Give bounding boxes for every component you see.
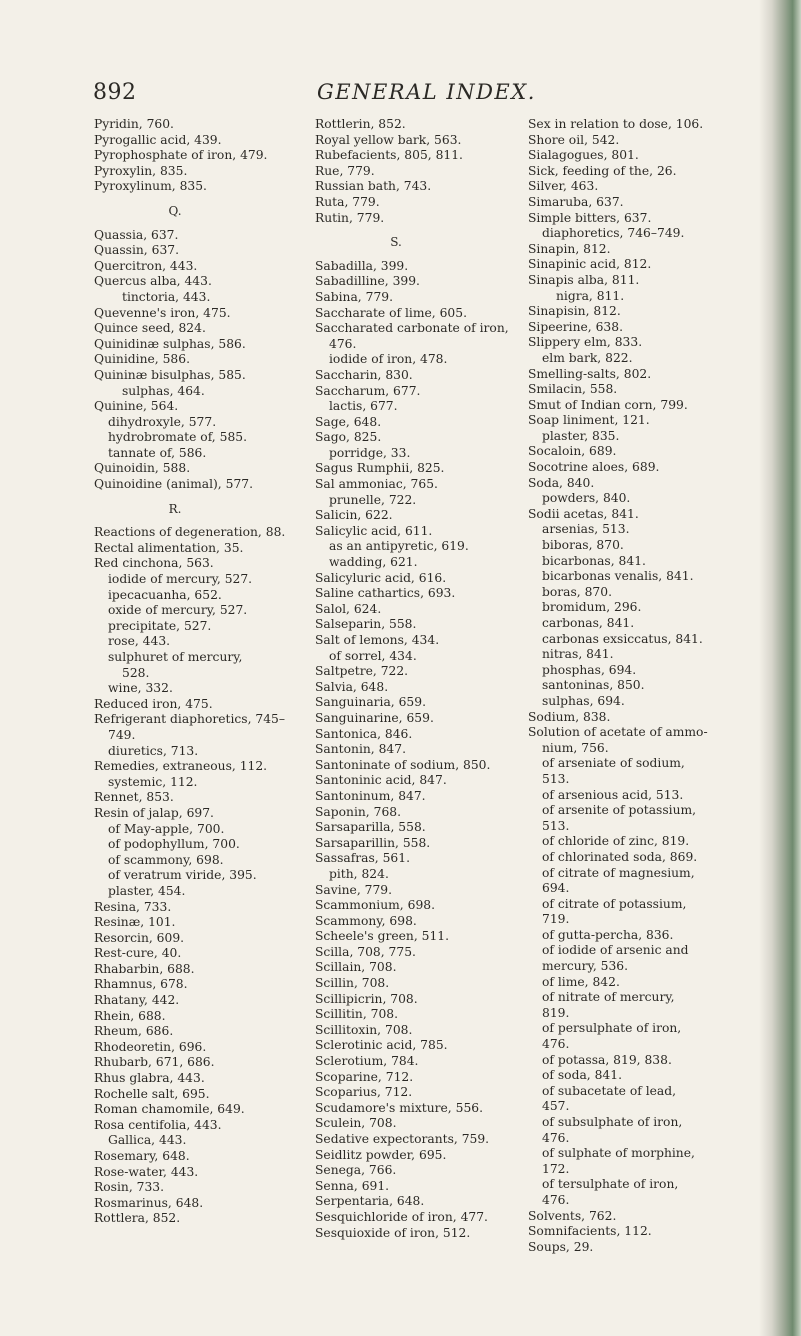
index-entry: Sculein, 708. — [315, 1116, 397, 1131]
index-entry: Socaloin, 689. — [528, 444, 617, 459]
index-entry: tannate of, 586. — [108, 445, 207, 460]
index-column-1 — [94, 117, 312, 1227]
index-entry: Sick, feeding of the, 26. — [528, 163, 677, 178]
index-entry: lactis, 677. — [329, 399, 398, 414]
section-letter: Q. — [168, 203, 182, 218]
index-entry: Scillipicrin, 708. — [315, 991, 418, 1006]
index-entry: Sanguinaria, 659. — [315, 695, 426, 710]
index-entry: Rhein, 688. — [94, 1008, 166, 1023]
index-entry: 457. — [542, 1099, 570, 1114]
index-entry: Sabadilline, 399. — [315, 274, 420, 289]
index-entry: Sarsaparillin, 558. — [315, 835, 431, 850]
index-entry: of soda, 841. — [542, 1068, 622, 1083]
index-entry: Salicin, 622. — [315, 508, 393, 523]
index-entry: Rhodeoretin, 696. — [94, 1039, 207, 1054]
index-entry: iodide of iron, 478. — [329, 352, 448, 367]
index-entry: of iodide of arsenic and — [542, 943, 689, 958]
index-entry: boras, 870. — [542, 584, 612, 599]
index-entry: Santoninum, 847. — [315, 788, 426, 803]
index-entry: Quince seed, 824. — [94, 321, 206, 336]
index-entry: nium, 756. — [542, 740, 609, 755]
index-entry: Rheum, 686. — [94, 1024, 174, 1039]
index-entry: Pyroxylin, 835. — [94, 163, 188, 178]
index-entry: Sagus Rumphii, 825. — [315, 461, 445, 476]
index-entry: Rhabarbin, 688. — [94, 961, 195, 976]
index-entry: Sago, 825. — [315, 430, 382, 445]
index-entry: Sabina, 779. — [315, 289, 394, 304]
page-edge-strip — [759, 0, 801, 1336]
index-entry: 476. — [329, 336, 357, 351]
index-entry: Rectal alimentation, 35. — [94, 540, 244, 555]
index-entry: Scillitoxin, 708. — [315, 1022, 413, 1037]
index-entry: Russian bath, 743. — [315, 179, 432, 194]
index-entry: bromidum, 296. — [542, 600, 642, 615]
index-entry: of scammony, 698. — [108, 852, 224, 867]
index-entry: Sarsaparilla, 558. — [315, 820, 426, 835]
index-entry: 719. — [542, 912, 570, 927]
index-column-2 — [315, 117, 533, 1241]
index-entry: plaster, 454. — [108, 883, 186, 898]
section-letter: R. — [168, 501, 182, 516]
index-entry: Rosemary, 648. — [94, 1149, 190, 1163]
index-entry: Salvia, 648. — [315, 679, 389, 694]
index-entry: phosphas, 694. — [542, 662, 637, 677]
index-entry: Quercitron, 443. — [94, 258, 198, 273]
index-entry: nigra, 811. — [556, 288, 625, 303]
index-entry: Sinapisin, 812. — [528, 304, 621, 319]
index-entry: 476. — [542, 1130, 570, 1145]
index-entry: 513. — [542, 771, 570, 786]
index-column-3 — [528, 117, 760, 1255]
index-entry: Saccharate of lime, 605. — [315, 305, 467, 320]
index-entry: of chlorinated soda, 869. — [542, 849, 698, 864]
index-entry: Pyroxylinum, 835. — [94, 179, 207, 194]
index-entry: Saccharin, 830. — [315, 367, 413, 382]
index-entry: Sesquichloride of iron, 477. — [315, 1209, 488, 1224]
index-entry: iodide of mercury, 527. — [108, 572, 253, 587]
index-entry: of lime, 842. — [542, 974, 620, 989]
index-entry: Sesquioxide of iron, 512. — [315, 1225, 471, 1240]
index-entry: Silver, 463. — [528, 179, 599, 194]
index-entry: Sclerotium, 784. — [315, 1054, 419, 1069]
index-entry: Santoninic acid, 847. — [315, 773, 447, 788]
index-entry: 476. — [542, 1192, 570, 1207]
index-entry: Smelling-salts, 802. — [528, 366, 652, 381]
index-entry: Ruta, 779. — [315, 194, 380, 209]
index-entry: Sipeerine, 638. — [528, 319, 623, 334]
index-entry: Reactions of degeneration, 88. — [94, 525, 286, 540]
index-entry: Scoparine, 712. — [315, 1069, 414, 1084]
index-entry: powders, 840. — [542, 491, 631, 506]
index-entry: plaster, 835. — [542, 428, 620, 443]
index-entry: sulphas, 464. — [122, 383, 205, 398]
index-entry: 819. — [542, 1005, 570, 1020]
index-entry: wadding, 621. — [329, 555, 418, 570]
index-entry: 172. — [542, 1161, 570, 1176]
index-entry: Gallica, 443. — [108, 1133, 187, 1148]
page-header — [0, 80, 801, 106]
index-entry: Refrigerant diaphoretics, 745– — [94, 712, 286, 727]
index-entry: diaphoretics, 746–749. — [542, 226, 685, 241]
index-entry: Saline cathartics, 693. — [315, 586, 456, 601]
index-entry: Rue, 779. — [315, 163, 375, 178]
index-entry: Sinapinic acid, 812. — [528, 257, 652, 272]
index-entry: of subacetate of lead, — [542, 1083, 677, 1098]
index-entry: Sage, 648. — [315, 414, 382, 429]
index-entry: Solution of acetate of ammo- — [528, 725, 708, 740]
index-entry: 749. — [108, 727, 136, 742]
index-entry: pith, 824. — [329, 866, 389, 881]
index-entry: Solvents, 762. — [528, 1208, 617, 1223]
index-entry: porridge, 33. — [329, 445, 411, 460]
index-entry: of persulphate of iron, — [542, 1021, 682, 1036]
index-entry: carbonas exsiccatus, 841. — [542, 631, 703, 646]
index-entry: sulphas, 694. — [542, 693, 625, 708]
index-entry: dihydroxyle, 577. — [108, 414, 217, 429]
index-entry: Soda, 840. — [528, 475, 595, 490]
index-entry: Quinoidin, 588. — [94, 461, 191, 476]
index-entry: oxide of mercury, 527. — [108, 603, 248, 618]
index-entry: Scillitin, 708. — [315, 1007, 399, 1022]
index-entry: ipecacuanha, 652. — [108, 587, 222, 602]
index-entry: of gutta-percha, 836. — [542, 927, 674, 942]
index-entry: Quinine, 564. — [94, 399, 179, 414]
index-entry: Roman chamomile, 649. — [94, 1102, 245, 1117]
index-entry: Rhus glabra, 443. — [94, 1071, 205, 1086]
index-entry: Rosmarinus, 648. — [94, 1195, 204, 1210]
index-entry: of tersulphate of iron, — [542, 1177, 679, 1192]
index-entry: of citrate of potassium, — [542, 896, 687, 911]
index-entry: Reduced iron, 475. — [94, 696, 213, 711]
index-entry: Rubefacients, 805, 811. — [315, 148, 463, 163]
index-entry: Saccharated carbonate of iron, — [315, 321, 509, 336]
index-entry: sulphuret of mercury, — [108, 650, 243, 664]
index-entry: of nitrate of mercury, — [542, 990, 675, 1005]
index-entry: Santoninate of sodium, 850. — [315, 757, 491, 772]
index-entry: Salicylic acid, 611. — [315, 523, 433, 538]
index-entry: Sclerotinic acid, 785. — [315, 1038, 448, 1053]
index-entry: Sabadilla, 399. — [315, 258, 409, 273]
index-entry: carbonas, 841. — [542, 616, 635, 630]
index-entry: Serpentaria, 648. — [315, 1194, 425, 1209]
index-entry: Senega, 766. — [315, 1163, 397, 1178]
index-entry: diuretics, 713. — [108, 743, 199, 758]
index-entry: Scammonium, 698. — [315, 898, 435, 913]
index-entry: santoninas, 850. — [542, 678, 645, 693]
index-entry: Salicyluric acid, 616. — [315, 570, 447, 585]
index-entry: Resina, 733. — [94, 899, 172, 914]
index-entry: Pyrophosphate of iron, 479. — [94, 148, 268, 163]
index-entry: Quevenne's iron, 475. — [94, 305, 231, 320]
index-entry: tinctoria, 443. — [122, 289, 211, 304]
index-entry: Savine, 779. — [315, 882, 393, 897]
index-entry: Rottlera, 852. — [94, 1211, 181, 1226]
index-entry: Salseparin, 558. — [315, 617, 417, 632]
index-entry: 476. — [542, 1037, 570, 1052]
index-entry: Sinapin, 812. — [528, 241, 611, 256]
index-entry: Pyrogallic acid, 439. — [94, 132, 222, 147]
index-entry: of subsulphate of iron, — [542, 1115, 683, 1129]
index-entry: bicarbonas, 841. — [542, 553, 646, 568]
index-entry: Rhatany, 442. — [94, 993, 180, 1008]
index-entry: as an antipyretic, 619. — [329, 539, 469, 554]
index-entry: Resorcin, 609. — [94, 930, 185, 945]
index-entry: of citrate of magnesium, — [542, 865, 695, 880]
index-entry: wine, 332. — [108, 681, 173, 696]
index-entry: Rest-cure, 40. — [94, 946, 182, 961]
index-entry: Salol, 624. — [315, 601, 382, 616]
index-entry: of May-apple, 700. — [108, 821, 225, 836]
index-entry: of chloride of zinc, 819. — [542, 834, 690, 849]
index-entry: Quassin, 637. — [94, 243, 180, 258]
index-entry: of arsenite of potassium, — [542, 803, 697, 818]
index-entry: Soap liniment, 121. — [528, 413, 650, 428]
index-entry: Sanguinarine, 659. — [315, 710, 434, 725]
index-entry: Somnifacients, 112. — [528, 1224, 652, 1239]
index-entry: of potassa, 819, 838. — [542, 1052, 672, 1067]
index-entry: Sal ammoniac, 765. — [315, 477, 438, 492]
index-entry: Rosa centifolia, 443. — [94, 1117, 222, 1132]
index-entry: Shore oil, 542. — [528, 132, 620, 147]
index-entry: Resin of jalap, 697. — [94, 805, 214, 820]
index-entry: of arsenious acid, 513. — [542, 787, 684, 802]
index-entry: 528. — [122, 665, 150, 680]
index-entry: Simaruba, 637. — [528, 194, 624, 209]
index-entry: arsenias, 513. — [542, 522, 630, 537]
index-entry: of sorrel, 434. — [329, 648, 417, 663]
index-entry: Sialagogues, 801. — [528, 148, 639, 163]
index-entry: Santonica, 846. — [315, 726, 413, 741]
index-entry: 513. — [542, 818, 570, 833]
index-entry: Smut of Indian corn, 799. — [528, 397, 688, 412]
index-entry: rose, 443. — [108, 634, 171, 649]
index-entry: hydrobromate of, 585. — [108, 430, 248, 445]
index-entry: Smilacin, 558. — [528, 382, 618, 397]
index-entry: Saltpetre, 722. — [315, 664, 409, 679]
index-entry: Quercus alba, 443. — [94, 274, 212, 289]
index-entry: Quassia, 637. — [94, 227, 179, 242]
index-entry: Saponin, 768. — [315, 804, 402, 819]
index-entry: Scillin, 708. — [315, 976, 390, 991]
index-entry: mercury, 536. — [542, 959, 629, 974]
index-entry: Quinidinæ sulphas, 586. — [94, 336, 246, 351]
index-entry: Pyridin, 760. — [94, 117, 174, 131]
index-entry: Red cinchona, 563. — [94, 556, 214, 571]
index-entry: of arseniate of sodium, — [542, 756, 685, 771]
index-entry: Scammony, 698. — [315, 913, 417, 928]
index-entry: nitras, 841. — [542, 647, 614, 662]
index-entry: Remedies, extraneous, 112. — [94, 759, 268, 774]
index-entry: Seidlitz powder, 695. — [315, 1147, 447, 1162]
index-entry: Rhubarb, 671, 686. — [94, 1055, 215, 1070]
index-entry: Rutin, 779. — [315, 210, 385, 225]
index-entry: Resinæ, 101. — [94, 915, 176, 930]
index-entry: Senna, 691. — [315, 1178, 390, 1193]
index-entry: 694. — [542, 881, 570, 896]
index-entry: Royal yellow bark, 563. — [315, 132, 462, 147]
index-entry: Santonin, 847. — [315, 742, 406, 757]
index-entry: Salt of lemons, 434. — [315, 633, 440, 647]
index-entry: Scoparius, 712. — [315, 1085, 413, 1100]
index-entry: bicarbonas venalis, 841. — [542, 569, 694, 584]
index-entry: Rose-water, 443. — [94, 1164, 199, 1179]
index-entry: Sinapis alba, 811. — [528, 272, 640, 287]
index-entry: elm bark, 822. — [542, 350, 633, 365]
index-entry: Rochelle salt, 695. — [94, 1086, 210, 1101]
index-entry: prunelle, 722. — [329, 492, 417, 507]
index-entry: Socotrine aloes, 689. — [528, 460, 660, 475]
index-entry: of sulphate of morphine, — [542, 1146, 695, 1161]
index-entry: Sedative expectorants, 759. — [315, 1132, 490, 1146]
index-entry: Simple bitters, 637. — [528, 210, 652, 225]
index-entry: of podophyllum, 700. — [108, 837, 240, 852]
index-entry: Slippery elm, 833. — [528, 335, 643, 350]
index-entry: Saccharum, 677. — [315, 383, 421, 398]
index-entry: Scillain, 708. — [315, 960, 397, 975]
index-entry: Sodium, 838. — [528, 709, 611, 724]
index-entry: Scheele's green, 511. — [315, 929, 450, 944]
index-entry: Rennet, 853. — [94, 790, 174, 805]
index-entry: Soups, 29. — [528, 1239, 594, 1254]
index-entry: Quinoidine (animal), 577. — [94, 477, 254, 492]
index-entry: Rottlerin, 852. — [315, 117, 406, 131]
index-entry: Rosin, 733. — [94, 1180, 165, 1195]
index-entry: Sodii acetas, 841. — [528, 506, 639, 521]
index-entry: Scilla, 708, 775. — [315, 944, 416, 959]
section-letter: S. — [390, 235, 402, 250]
index-entry: Sassafras, 561. — [315, 851, 410, 866]
index-entry: Quinidine, 586. — [94, 352, 190, 367]
index-entry: Sex in relation to dose, 106. — [528, 117, 704, 131]
running-title: GENERAL INDEX. — [317, 80, 536, 104]
index-entry: biboras, 870. — [542, 538, 624, 553]
page-number: 892 — [93, 80, 137, 105]
index-entry: Scudamore's mixture, 556. — [315, 1100, 483, 1115]
index-entry: Quininæ bisulphas, 585. — [94, 367, 246, 382]
index-entry: Rhamnus, 678. — [94, 977, 188, 992]
index-entry: of veratrum viride, 395. — [108, 868, 257, 883]
index-entry: precipitate, 527. — [108, 618, 212, 633]
index-entry: systemic, 112. — [108, 774, 198, 789]
